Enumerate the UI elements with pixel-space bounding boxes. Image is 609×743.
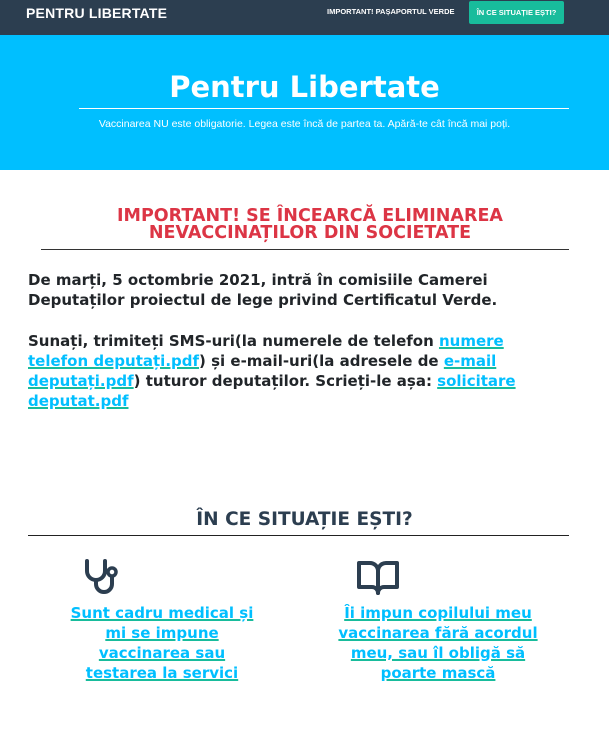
action-text-1: Sunați, trimiteți SMS-uri(la numerele de telefon — [28, 332, 439, 350]
situation-button[interactable]: ÎN CE SITUAȚIE EȘTI? — [469, 1, 564, 24]
hero-title: Pentru Libertate — [169, 70, 440, 104]
hero-subtitle: Vaccinarea NU este obligatorie. Legea este încă de partea ta. Apără-te cât încă mai poți. — [98, 118, 511, 130]
important-heading — [40, 208, 580, 242]
navbar — [0, 0, 609, 35]
request-pdf-link[interactable]: solicitare deputat.pdf — [28, 372, 516, 410]
action-text-3: ) tuturor deputaților. Scrieți-le așa: — [133, 372, 438, 390]
hero-banner — [0, 35, 609, 170]
situation-card-child — [338, 555, 538, 683]
situation-divider — [28, 535, 569, 536]
nav-link-important[interactable]: IMPORTANT! PAȘAPORTUL VERDE — [327, 7, 455, 16]
hero-divider — [79, 108, 569, 109]
action-paragraph — [28, 331, 548, 411]
situation-card-medical — [62, 555, 262, 683]
stethoscope-icon — [81, 555, 125, 599]
brand-link[interactable]: PENTRU LIBERTATE — [26, 5, 168, 21]
email-pdf-link[interactable]: e-mail deputați.pdf — [28, 352, 497, 390]
situation-title: ÎN CE SITUAȚIE EȘTI? — [196, 509, 413, 530]
medical-staff-link[interactable]: Sunt cadru medical și mi se impune vaccinarea sau testarea la servici — [70, 604, 254, 682]
section-divider — [41, 249, 569, 250]
important-heading-line2: NEVACCINAȚILOR DIN SOCIETATE — [148, 223, 472, 243]
child-vaccination-link[interactable]: Îi impun copilului meu vaccinarea fără acordul meu, sau îl obligă să poarte mască — [338, 604, 538, 682]
action-text-2: ) și e-mail-uri(la adresele de — [199, 352, 444, 370]
info-paragraph: De marți, 5 octombrie 2021, intră în comisiile Camerei Deputaților proiectul de lege privind Certificatul Verde. — [28, 271, 498, 309]
important-heading-line1: IMPORTANT! SE ÎNCEARCĂ ELIMINAREA — [117, 206, 503, 226]
book-open-icon — [356, 555, 400, 599]
phone-numbers-pdf-link[interactable]: numere telefon deputați.pdf — [28, 332, 504, 370]
